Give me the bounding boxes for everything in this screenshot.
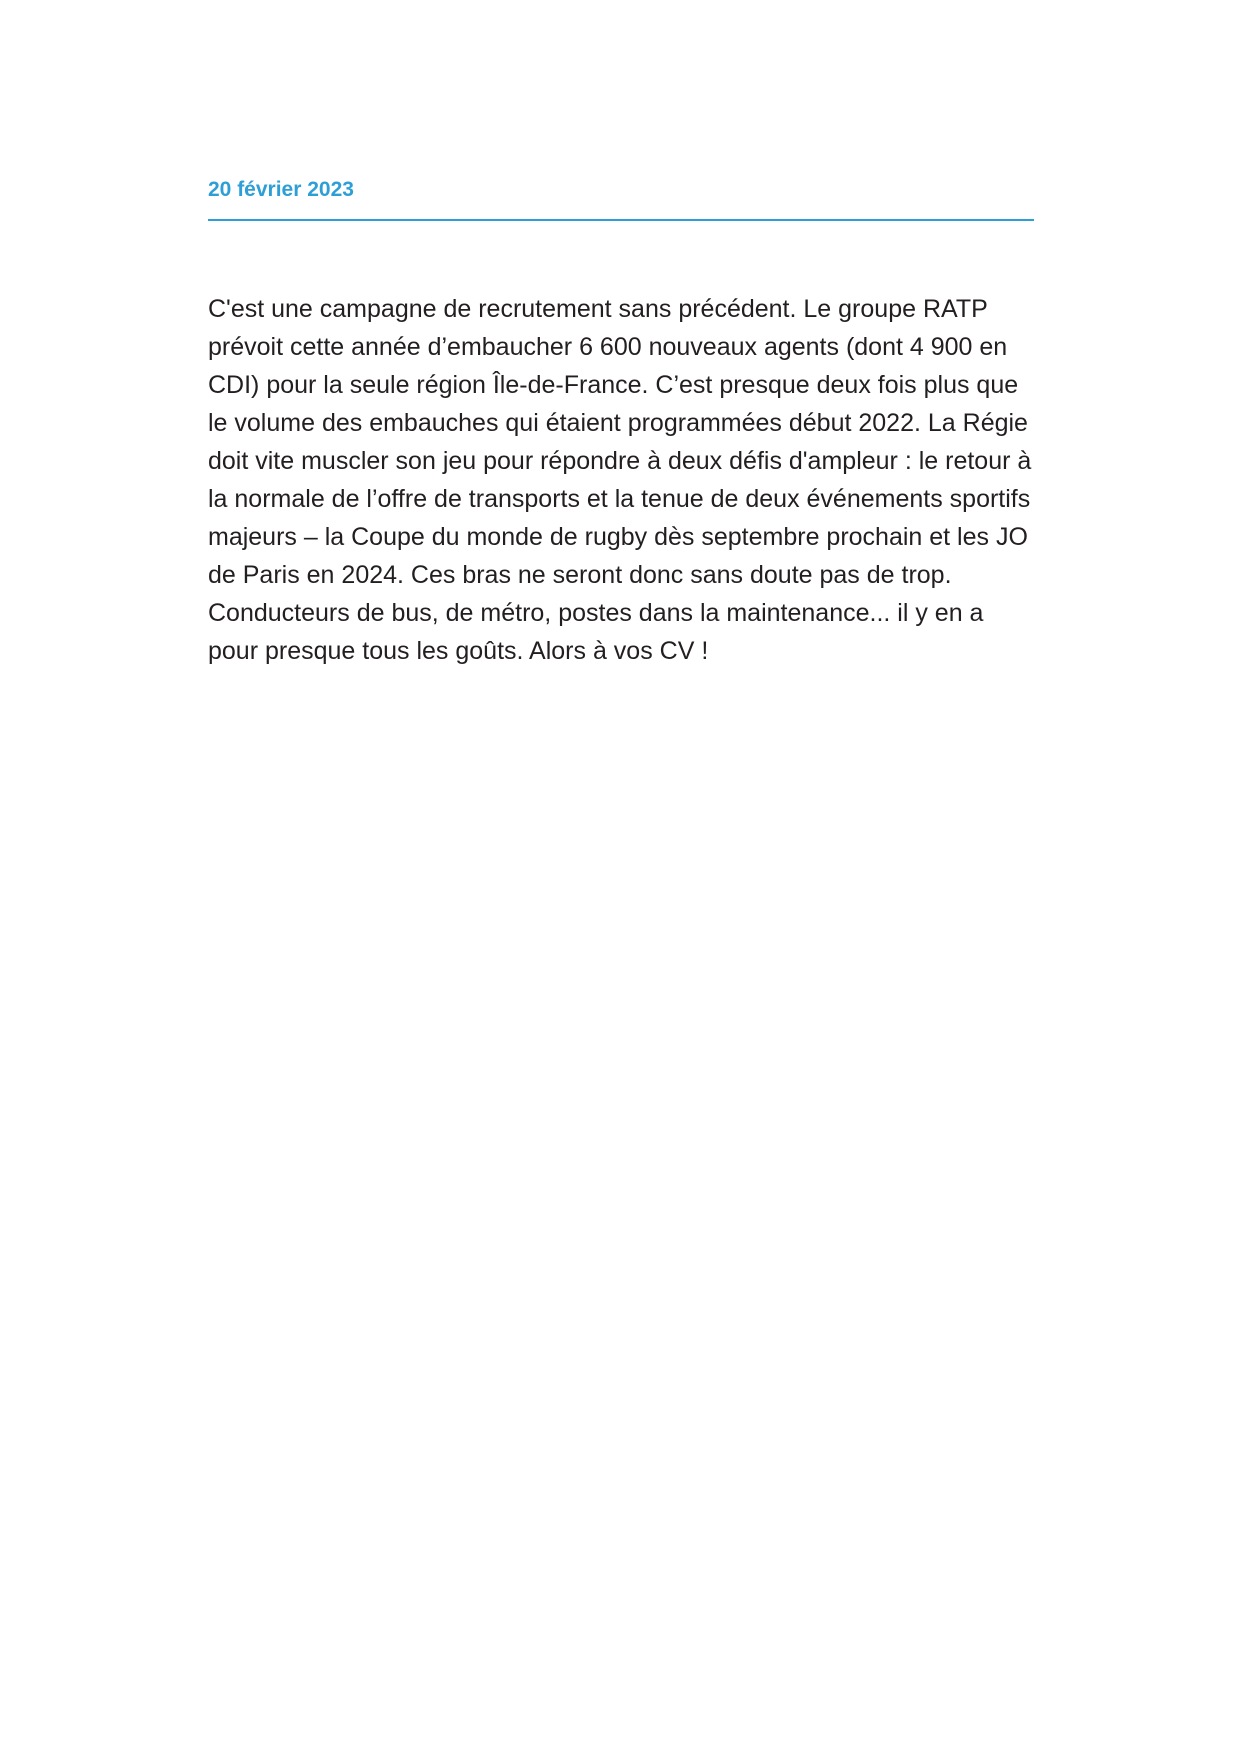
- body-line: pour presque tous les goûts. Alors à vos CV !: [208, 637, 709, 665]
- article-date: 20 février 2023: [208, 178, 354, 201]
- body-line: doit vite muscler son jeu pour répondre à deux défis d'ampleur : le retour à: [208, 447, 1032, 475]
- body-line: de Paris en 2024. Ces bras ne seront donc sans doute pas de trop.: [208, 561, 952, 589]
- body-line: C'est une campagne de recrutement sans précédent. Le groupe RATP: [208, 295, 988, 323]
- header-divider: [208, 219, 1034, 221]
- body-line: CDI) pour la seule région Île-de-France. C’est presque deux fois plus que: [208, 371, 1019, 399]
- body-line: la normale de l’offre de transports et la tenue de deux événements sportifs: [208, 485, 1031, 513]
- body-line: majeurs – la Coupe du monde de rugby dès septembre prochain et les JO: [208, 523, 1028, 551]
- article-body: [208, 290, 1048, 670]
- body-line: prévoit cette année d’embaucher 6 600 nouveaux agents (dont 4 900 en: [208, 333, 1008, 361]
- body-line: Conducteurs de bus, de métro, postes dans la maintenance... il y en a: [208, 599, 984, 627]
- body-line: le volume des embauches qui étaient programmées début 2022. La Régie: [208, 409, 1028, 437]
